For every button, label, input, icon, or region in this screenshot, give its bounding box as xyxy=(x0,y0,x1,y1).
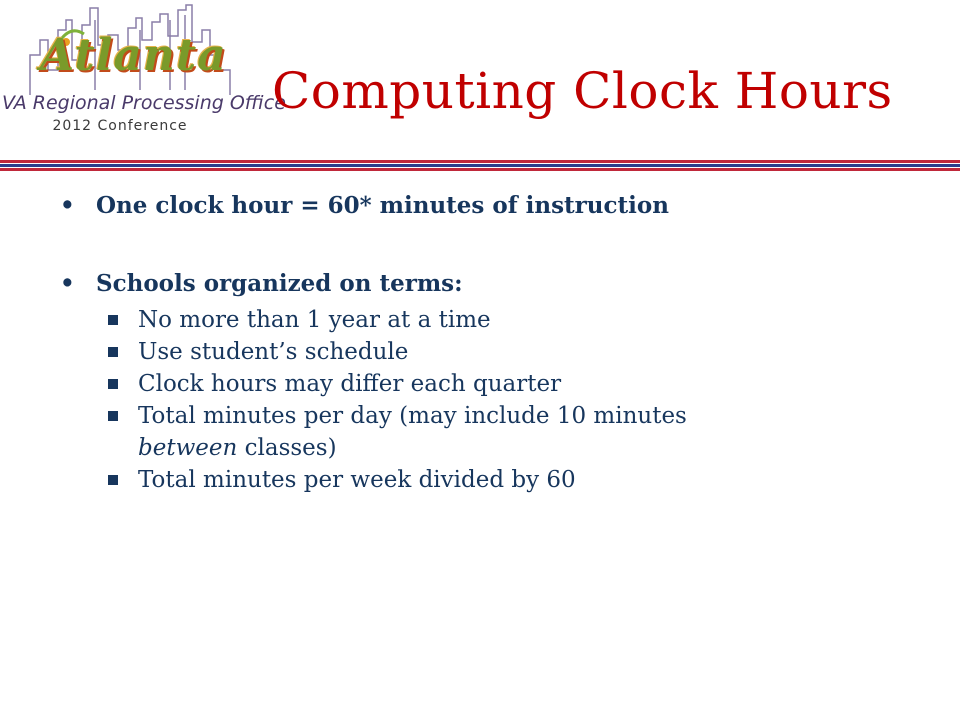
bullet-text: Schools organized on terms: xyxy=(96,270,463,297)
logo-year-text: 2012 Conference xyxy=(52,118,188,134)
bullet-clock-hour xyxy=(60,190,940,222)
sub-bullet xyxy=(106,304,940,336)
bullet-icon: • xyxy=(60,270,75,297)
sub-bullet-text: Use student’s schedule xyxy=(138,339,409,365)
sub-bullet xyxy=(106,336,940,368)
logo-city-text: Atlanta xyxy=(40,30,227,81)
bullet-text: One clock hour = 60* minutes of instruction xyxy=(96,192,669,219)
slide-body xyxy=(60,190,940,496)
square-bullet-icon xyxy=(108,475,118,485)
sub-bullet xyxy=(106,464,940,496)
title-divider xyxy=(0,160,960,174)
sub-bullet xyxy=(106,400,940,464)
sub-bullet-text-rest: classes) xyxy=(237,435,337,461)
sub-bullet-text: Clock hours may differ each quarter xyxy=(138,371,562,397)
square-bullet-icon xyxy=(108,315,118,325)
square-bullet-icon xyxy=(108,347,118,357)
bullet-schools-terms xyxy=(60,268,940,300)
square-bullet-icon xyxy=(108,411,118,421)
sub-bullet-emphasis: between xyxy=(138,435,238,461)
bullet-icon: • xyxy=(60,192,75,219)
logo-office-text: VA Regional Processing Office xyxy=(2,92,286,114)
slide-title: Computing Clock Hours xyxy=(272,62,893,120)
sub-bullet xyxy=(106,368,940,400)
conference-logo xyxy=(0,0,286,148)
sub-bullet-text: No more than 1 year at a time xyxy=(138,307,491,333)
sub-bullet-text: Total minutes per day (may include 10 minutes xyxy=(138,403,687,429)
sub-bullet-list xyxy=(106,304,940,496)
sub-bullet-text: Total minutes per week divided by 60 xyxy=(138,467,576,493)
square-bullet-icon xyxy=(108,379,118,389)
